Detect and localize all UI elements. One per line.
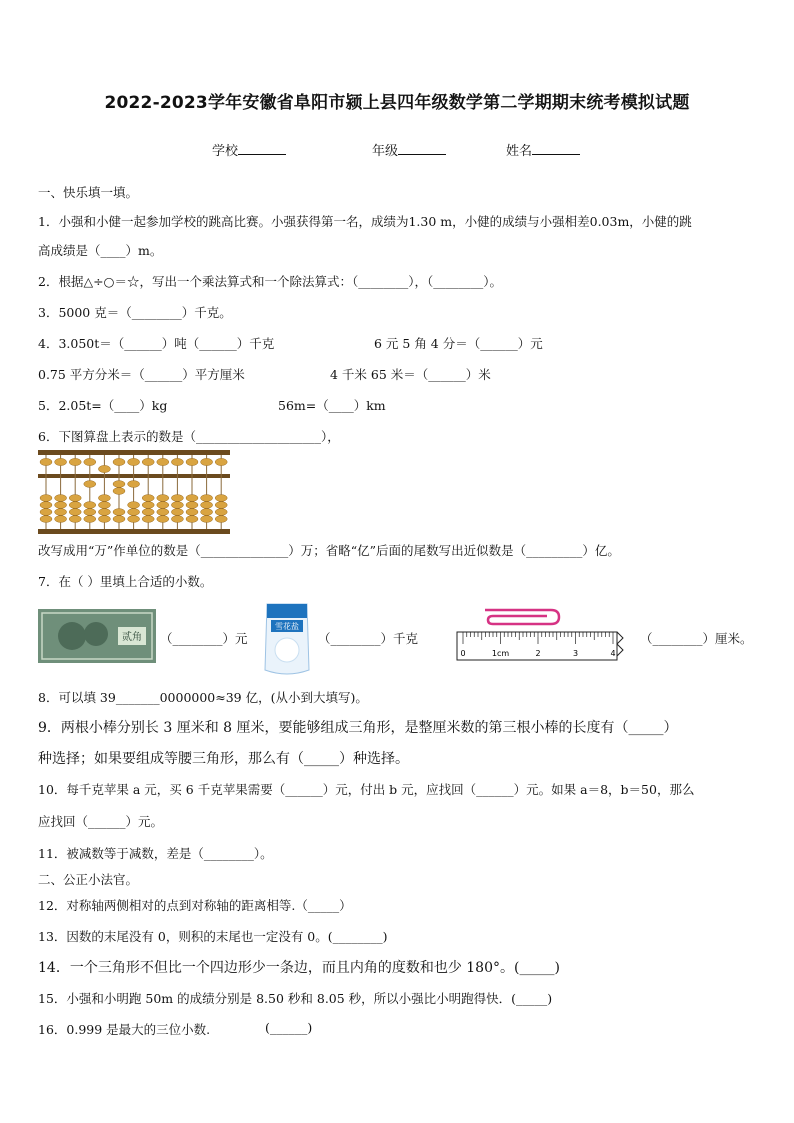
abacus-bead — [84, 481, 96, 488]
question-11: 11．被减数等于减数，差是（________）。 — [38, 846, 273, 861]
abacus-bead — [69, 516, 81, 523]
abacus-bead — [55, 509, 67, 516]
abacus-bead — [157, 502, 169, 509]
abacus-bead — [215, 502, 227, 509]
banknote-image — [38, 609, 156, 663]
ruler-tick-label: 2 — [535, 649, 541, 658]
question-4-part-4: 4 千米 65 米＝（______）米 — [330, 367, 491, 382]
question-16: 16．0.999 是最大的三位小数. — [38, 1022, 211, 1037]
abacus-bead — [55, 495, 67, 502]
abacus-bead — [128, 509, 140, 516]
abacus-bead — [142, 458, 154, 465]
question-7-blank-1: （________）元 — [160, 631, 248, 646]
abacus-bead — [142, 495, 154, 502]
school-label: 学校 — [212, 144, 239, 159]
abacus-bead — [98, 516, 110, 523]
abacus-bead — [40, 495, 52, 502]
abacus-bead — [55, 458, 67, 465]
question-10-line-2: 应找回（______）元。 — [38, 814, 164, 829]
abacus-bead — [186, 509, 198, 516]
question-12: 12．对称轴两侧相对的点到对称轴的距离相等.（_____） — [38, 898, 352, 913]
name-field[interactable] — [506, 140, 580, 159]
grade-field[interactable] — [372, 140, 446, 159]
question-16-blank: (______) — [265, 1020, 313, 1035]
abacus-bead — [171, 509, 183, 516]
question-4-part-3: 0.75 平方分米＝（______）平方厘米 — [38, 367, 245, 382]
question-5-part-1: 5．2.05t=（____）kg — [38, 398, 168, 413]
page-title: 2022-2023学年安徽省阜阳市颍上县四年级数学第二学期期末统考模拟试题 — [104, 93, 690, 113]
question-9-line-1: 9．两根小棒分别长 3 厘米和 8 厘米，要能够组成三角形，是整厘米数的第三根小棒的长度有（_____） — [38, 720, 678, 736]
abacus-bead — [128, 502, 140, 509]
abacus-bead — [157, 516, 169, 523]
abacus-bead — [215, 509, 227, 516]
abacus-bead — [215, 458, 227, 465]
abacus-bead — [215, 495, 227, 502]
ruler-tick-label: 4 — [610, 649, 616, 658]
section-heading-1: 一、快乐填一填。 — [38, 185, 139, 200]
question-4-part-1: 4．3.050t＝（______）吨（______）千克 — [38, 336, 275, 351]
ruler-tick-label: 0 — [460, 649, 466, 658]
section-heading-2: 二、公正小法官。 — [38, 872, 139, 887]
ruler-tick-label: 1cm — [491, 649, 510, 658]
abacus-bead — [201, 516, 213, 523]
question-1-line-2: 高成绩是（____）m。 — [38, 243, 163, 258]
question-8: 8．可以填 39_______0000000≈39 亿，(从小到大填写)。 — [38, 690, 368, 705]
school-blank[interactable] — [238, 142, 286, 155]
question-14: 14．一个三角形不但比一个四边形少一条边，而且内角的度数和也少 180°。(_____) — [38, 960, 560, 976]
abacus-bead — [128, 481, 140, 488]
question-9-line-2: 种选择；如果要组成等腰三角形，那么有（_____）种选择。 — [38, 751, 409, 767]
abacus-bead — [142, 516, 154, 523]
abacus-bead — [40, 458, 52, 465]
abacus-image — [38, 450, 230, 534]
abacus-bead — [55, 516, 67, 523]
abacus-bead — [157, 509, 169, 516]
abacus-bead — [98, 495, 110, 502]
abacus-bead — [201, 495, 213, 502]
question-6-line-2: 改写成用“万”作单位的数是（______________）万；省略“亿”后面的尾数写出近似数是（_________）亿。 — [38, 543, 620, 558]
abacus-bead — [113, 509, 125, 516]
grade-blank[interactable] — [398, 142, 446, 155]
ruler-with-clip-image — [455, 606, 627, 668]
abacus-bead — [98, 465, 110, 472]
abacus-bead — [84, 509, 96, 516]
abacus-bead — [128, 458, 140, 465]
question-13: 13．因数的末尾没有 0，则积的末尾也一定没有 0。(________) — [38, 929, 388, 944]
question-1-line-1: 1．小强和小健一起参加学校的跳高比赛。小强获得第一名，成绩为1.30 m，小健的成绩与小强相差0.03m，小健的跳 — [38, 214, 692, 229]
abacus-bead — [69, 502, 81, 509]
abacus-bead — [113, 458, 125, 465]
banknote-text: 贰角 — [122, 632, 142, 643]
abacus-bead — [186, 458, 198, 465]
abacus-bead — [98, 509, 110, 516]
question-7: 7．在（ ）里填上合适的小数。 — [38, 574, 213, 589]
abacus-bead — [171, 502, 183, 509]
abacus-bead — [113, 481, 125, 488]
abacus-bead — [157, 495, 169, 502]
question-4-part-2: 6 元 5 角 4 分＝（______）元 — [374, 336, 543, 351]
abacus-bead — [69, 509, 81, 516]
abacus-bead — [186, 502, 198, 509]
abacus-bead — [201, 509, 213, 516]
abacus-bead — [40, 509, 52, 516]
abacus-bead — [98, 502, 110, 509]
abacus-bead — [201, 502, 213, 509]
name-label: 姓名 — [506, 144, 533, 159]
abacus-bead — [113, 488, 125, 495]
abacus-bead — [186, 516, 198, 523]
abacus-bead — [84, 502, 96, 509]
question-6-line-1: 6．下图算盘上表示的数是（____________________）， — [38, 429, 340, 444]
abacus-bead — [69, 495, 81, 502]
abacus-bead — [157, 458, 169, 465]
abacus-bead — [40, 502, 52, 509]
question-7-blank-2: （________）千克 — [318, 631, 419, 646]
abacus-bead — [113, 516, 125, 523]
abacus-bead — [201, 458, 213, 465]
abacus-bead — [55, 502, 67, 509]
abacus-bead — [171, 495, 183, 502]
school-field[interactable] — [212, 140, 286, 159]
abacus-bead — [40, 516, 52, 523]
abacus-bead — [69, 458, 81, 465]
question-15: 15．小强和小明跑 50m 的成绩分别是 8.50 秒和 8.05 秒，所以小强比小明跑得快．(_____) — [38, 991, 553, 1006]
salt-bag-image — [261, 598, 313, 678]
question-10-line-1: 10．每千克苹果 a 元，买 6 千克苹果需要（______）元，付出 b 元，应找回（______）元。如果 a＝8，b＝50，那么 — [38, 782, 695, 797]
abacus-bead — [128, 516, 140, 523]
question-5-part-2: 56m=（____）km — [278, 398, 386, 413]
abacus-bead — [142, 502, 154, 509]
salt-brand-text: 雪花盐 — [275, 622, 299, 631]
grade-label: 年级 — [372, 144, 399, 159]
abacus-bead — [215, 516, 227, 523]
abacus-bead — [186, 495, 198, 502]
question-7-blank-3: （________）厘米。 — [640, 631, 753, 646]
ruler-tick-label: 3 — [572, 649, 579, 658]
abacus-bead — [84, 516, 96, 523]
question-3: 3．5000 克＝（________）千克。 — [38, 305, 232, 320]
question-2: 2．根据△÷○＝☆，写出一个乘法算式和一个除法算式：（________），（________）。 — [38, 274, 502, 289]
abacus-bead — [171, 516, 183, 523]
name-blank[interactable] — [532, 142, 580, 155]
abacus-bead — [84, 458, 96, 465]
abacus-bead — [142, 509, 154, 516]
abacus-bead — [171, 458, 183, 465]
